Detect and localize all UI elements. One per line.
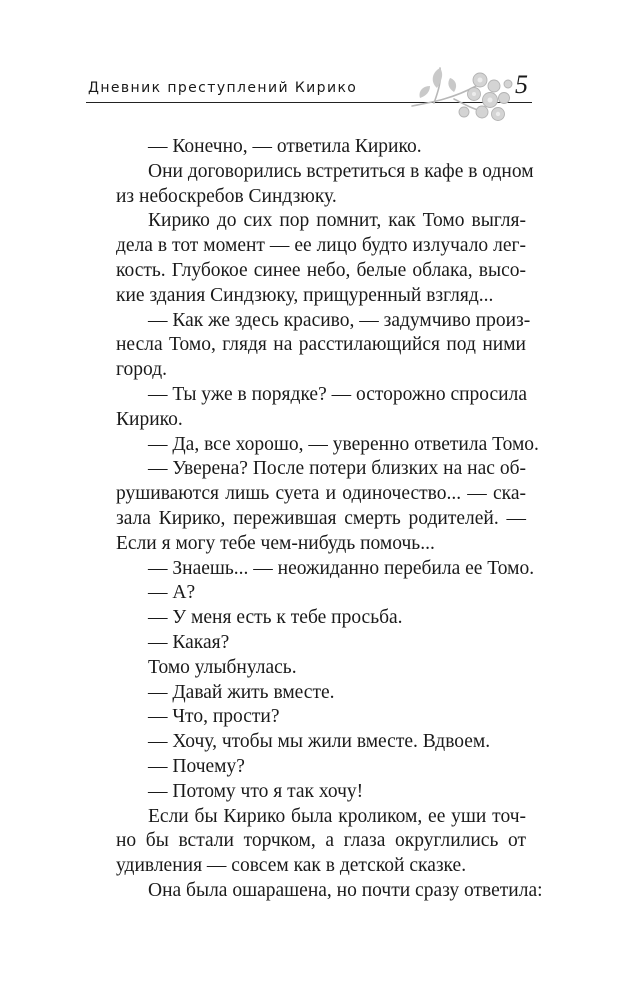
- text-line: — Почему?: [148, 755, 245, 777]
- text-line: — Давай жить вместе.: [148, 681, 335, 703]
- running-header: [86, 58, 532, 110]
- blossom-branch-icon: [404, 56, 524, 138]
- text-line: — Что, прости?: [148, 706, 280, 728]
- text-line: — Хочу, чтобы мы жили вместе. Вдвоем.: [148, 731, 491, 753]
- text-line: — А?: [148, 582, 196, 604]
- text-line: кие здания Синдзюку, прищуренный взгляд...: [116, 284, 494, 306]
- text-line: — Как же здесь красиво, — задумчиво произ-: [148, 309, 531, 331]
- text-line: — Конечно, — ответила Кирико.: [148, 136, 422, 157]
- text-line: из небоскребов Синдзюку.: [116, 185, 337, 207]
- page-number: 5: [515, 70, 528, 99]
- text-line: — Знаешь... — неожиданно перебила ее Томо.: [148, 557, 535, 579]
- text-line: Они договорились встретиться в кафе в одном: [148, 160, 534, 182]
- text-line: но бы встали торчком, а глаза округлились от: [116, 830, 526, 852]
- text-line: — Ты уже в порядке? — осторожно спросила: [148, 383, 527, 405]
- text-line: Если я могу тебе чем-нибудь помочь...: [116, 532, 435, 554]
- text-line: несла Томо, глядя на расстилающийся под ними: [116, 334, 526, 356]
- text-line: Она была ошарашена, но почти сразу ответила:: [148, 879, 543, 901]
- text-line: — У меня есть к тебе просьба.: [148, 607, 403, 629]
- text-line: рушиваются лишь суета и одиночество... — ска-: [116, 483, 526, 505]
- text-line: — Уверена? После потери близких на нас об-: [148, 458, 526, 480]
- text-line: город.: [116, 359, 167, 381]
- text-line: Кирико до сих пор помнит, как Томо выгля-: [148, 210, 526, 232]
- text-line: кость. Глубокое синее небо, белые облака, высо-: [116, 259, 526, 281]
- body-text: [116, 135, 543, 904]
- text-line: зала Кирико, пережившая смерть родителей. —: [116, 507, 526, 529]
- text-line: удивления — совсем как в детской сказке.: [116, 855, 467, 877]
- text-line: Если бы Кирико была кроликом, ее уши точ-: [148, 805, 526, 827]
- running-title: Дневник преступлений Кирико: [88, 80, 358, 96]
- text-line: — Какая?: [148, 631, 230, 653]
- text-line: Томо улыбнулась.: [148, 656, 297, 678]
- text-line: дела в тот момент — ее лицо будто излучало лег-: [116, 235, 526, 257]
- text-line: Кирико.: [116, 408, 183, 430]
- text-line: — Потому что я так хочу!: [148, 780, 364, 802]
- text-line: — Да, все хорошо, — уверенно ответила Томо.: [148, 433, 539, 455]
